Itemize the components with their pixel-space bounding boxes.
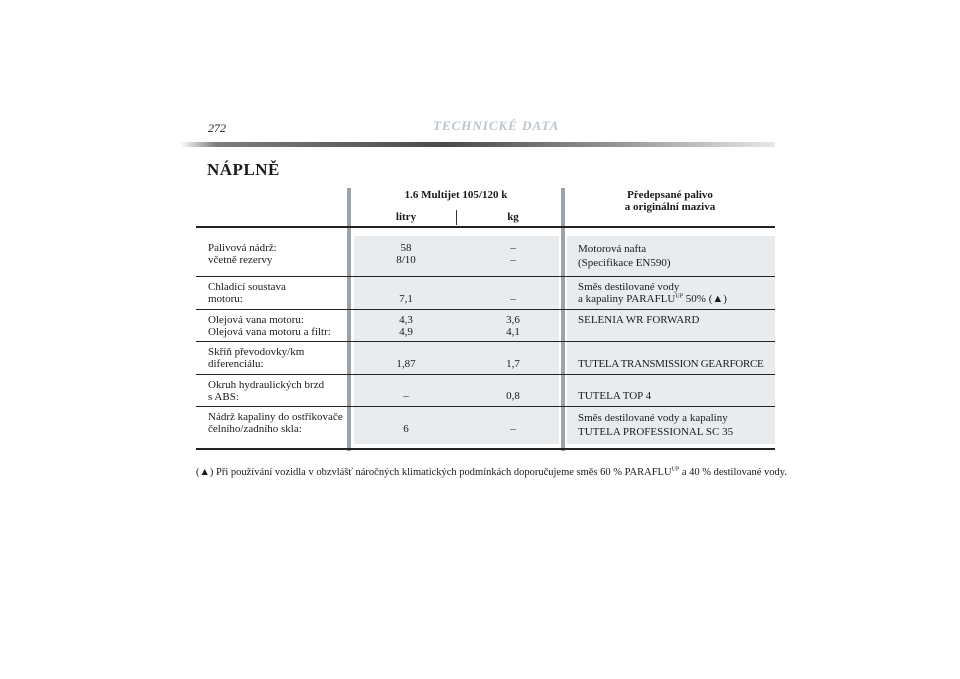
- footnote: [196, 467, 787, 478]
- page-title: NÁPLNĚ: [207, 160, 280, 179]
- row-label-line: motoru:: [208, 293, 243, 305]
- table-cell-fuel: [578, 242, 778, 270]
- table-row-label: [208, 242, 348, 266]
- litry-value: 4,3: [399, 314, 413, 326]
- row-divider: [196, 374, 775, 375]
- row-label-line: Okruh hydraulických brzd: [208, 379, 325, 391]
- row-label-line: Chladicí soustava: [208, 281, 286, 293]
- table-cell-litry: [356, 314, 456, 338]
- fuel-value: Směs destilované vody: [578, 281, 680, 293]
- table-cell-kg: 0,8: [506, 390, 520, 402]
- fuel-text: 50% (▲): [683, 293, 727, 305]
- row-divider: [196, 276, 775, 277]
- table-cell-fuel: [578, 281, 778, 305]
- fuel-value: TUTELA PROFESSIONAL SC 35: [578, 426, 734, 438]
- row-label-line: Skříň převodovky/km: [208, 346, 305, 358]
- table-row-label: [208, 314, 348, 338]
- superscript: UP: [675, 293, 684, 300]
- fuel-value: Směs destilované vody a kapaliny: [578, 412, 728, 424]
- table-bottom-rule: [196, 448, 775, 450]
- litry-value: 8/10: [396, 254, 416, 266]
- table-cell-fuel: TUTELA TOP 4: [578, 390, 652, 402]
- table-cell-litry: –: [403, 390, 409, 402]
- row-label-line: diferenciálu:: [208, 358, 264, 370]
- fuel-heading-line2: a originální maziva: [624, 201, 716, 213]
- fuel-value: [578, 293, 778, 305]
- row-divider: [196, 341, 775, 342]
- row-label-line: s ABS:: [208, 391, 239, 403]
- table-header-rule: [196, 226, 775, 228]
- table-cell-kg: [464, 242, 562, 266]
- table-row-label: [208, 411, 348, 435]
- litry-value: 58: [400, 242, 412, 254]
- kg-value: 4,1: [506, 326, 520, 338]
- table-cell-fuel: TUTELA TRANSMISSION GEARFORCE: [578, 358, 764, 370]
- litry-value: 4,9: [399, 326, 413, 338]
- table-row-label: [208, 379, 348, 403]
- litry-kg-shade: [354, 236, 559, 444]
- col-kg-header: kg: [507, 211, 519, 223]
- row-label-line: Olejová vana motoru:: [208, 314, 304, 326]
- superscript: UP: [671, 466, 680, 473]
- fuel-heading: [565, 189, 775, 213]
- row-label-line: čelního/zadního skla:: [208, 423, 302, 435]
- row-label-line: včetně rezervy: [208, 254, 273, 266]
- row-label-line: Olejová vana motoru a filtr:: [208, 326, 331, 338]
- table-cell-kg: –: [510, 293, 516, 305]
- row-label-line: Palivová nádrž:: [208, 242, 277, 254]
- row-divider: [196, 406, 775, 407]
- row-label-line: Nádrž kapaliny do ostřikovače: [208, 411, 343, 423]
- fuel-value: Motorová nafta: [578, 243, 647, 255]
- table-cell-fuel: [578, 411, 778, 439]
- table-cell-fuel: SELENIA WR FORWARD: [578, 314, 700, 326]
- footnote-text: Při používání vozidla v obzvlášť náročných klimatických podmínkách doporučujeme směs 60 % PARAFLU: [213, 467, 672, 478]
- kg-value: 3,6: [506, 314, 520, 326]
- table-row-label: [208, 346, 348, 370]
- table-row-label: [208, 281, 348, 305]
- row-divider: [196, 309, 775, 310]
- footnote-marker: (▲): [196, 467, 214, 478]
- engine-heading: 1.6 Multijet 105/120 k: [404, 189, 508, 201]
- col-litry-header: litry: [395, 211, 417, 223]
- subheader-divider: [456, 210, 457, 225]
- fuel-heading-line1: Předepsané palivo: [627, 189, 713, 201]
- table-cell-litry: 7,1: [399, 293, 413, 305]
- fuel-value: (Specifikace EN590): [578, 257, 671, 269]
- table-cell-litry: [356, 242, 456, 266]
- table-cell-kg: –: [510, 423, 516, 435]
- footnote-text: a 40 % destilované vody.: [679, 467, 787, 478]
- table-cell-kg: 1,7: [506, 358, 520, 370]
- table-cell-litry: 6: [403, 423, 409, 435]
- fuel-text: a kapaliny PARAFLU: [578, 293, 676, 305]
- header-rule: [180, 142, 775, 147]
- kg-value: –: [510, 242, 516, 254]
- kg-value: –: [510, 254, 516, 266]
- table-cell-kg: [464, 314, 562, 338]
- table-cell-litry: 1,87: [396, 358, 416, 370]
- section-header: TECHNICKÉ DATA: [433, 118, 560, 133]
- page-number: 272: [208, 121, 226, 135]
